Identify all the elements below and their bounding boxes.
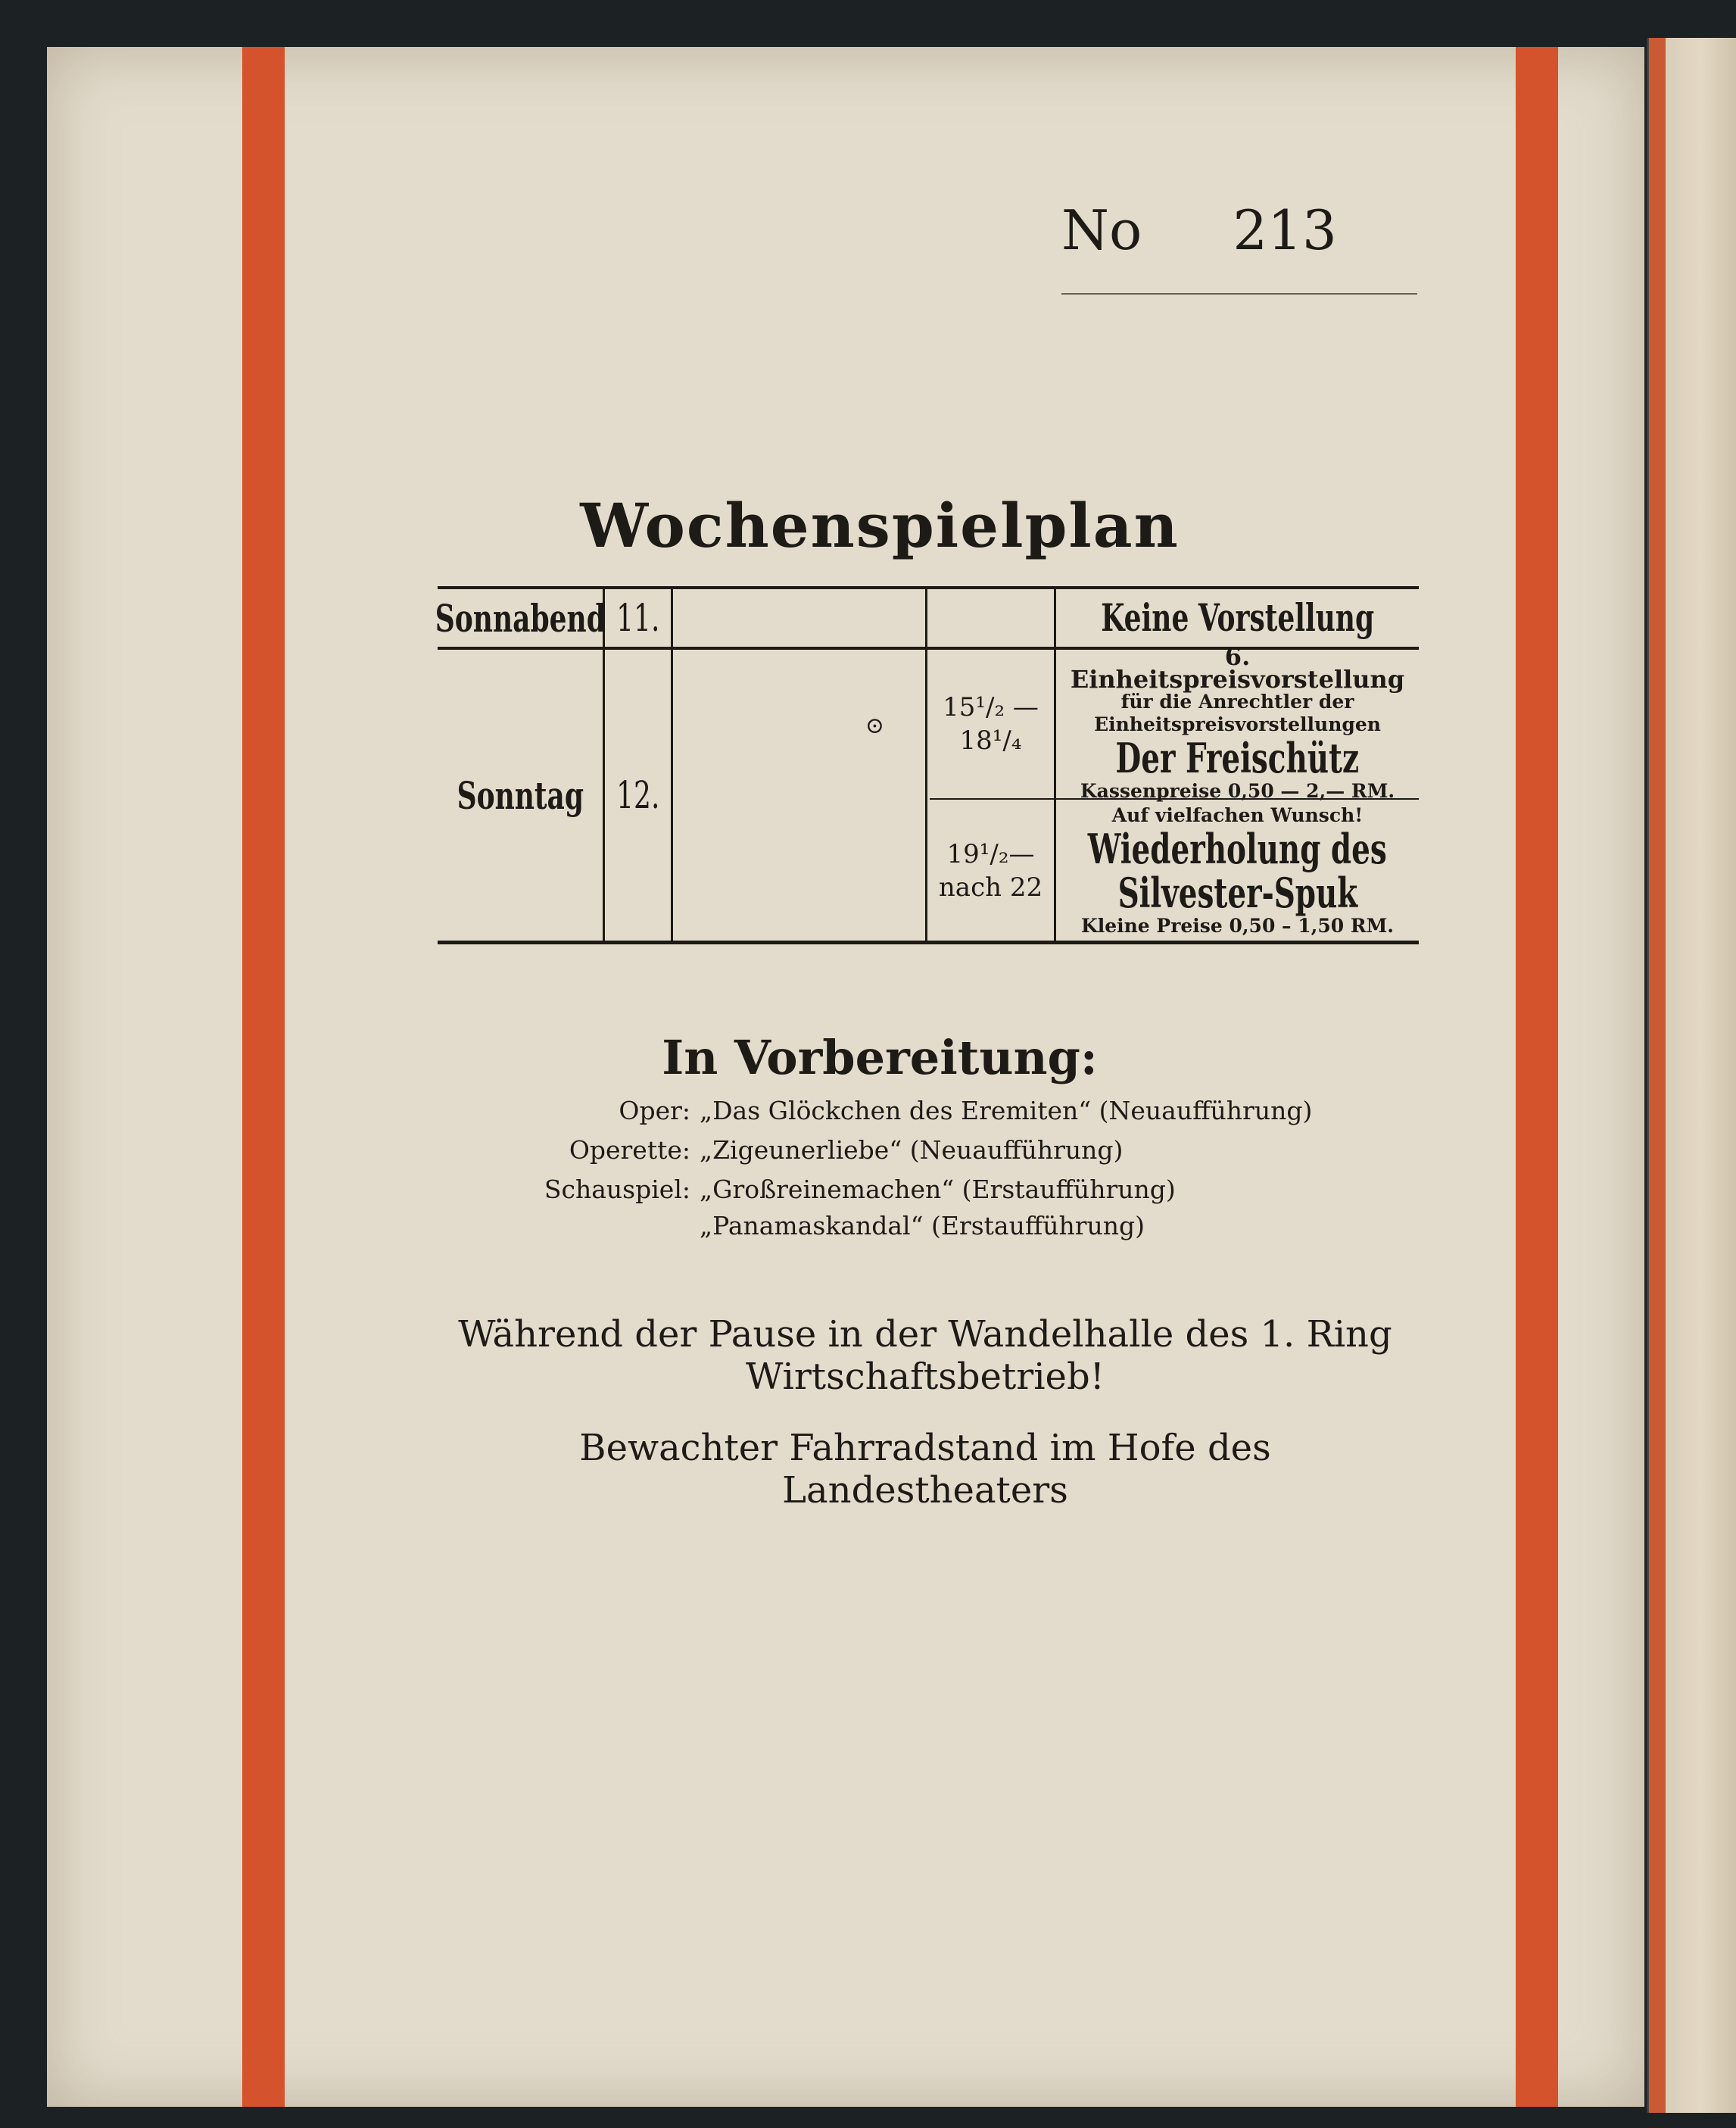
prep-text: „Panamaskandal“ (Erstaufführung) [700, 1211, 1145, 1240]
number-value: 213 [1233, 198, 1337, 262]
time-cell: 15¹/₂ — 18¹/₄ [943, 692, 1039, 756]
performance-title: Silvester-Spuk [1117, 869, 1357, 917]
day-cell [438, 650, 603, 941]
bike-notice: Bewachter Fahrradstand im Hofe des Landestheaters [579, 1427, 1271, 1512]
program-line: Auf vielfachen Wunsch! [1111, 804, 1364, 826]
program-line: 6. Einheitspreisvorstellung [1070, 642, 1405, 694]
program-cell [1056, 642, 1419, 802]
table-bottom-rule [438, 941, 1419, 944]
time-cell: 19¹/₂— nach 22 [938, 839, 1043, 903]
price-line: Kassenpreise 0,50 — 2,— RM. [1080, 780, 1395, 802]
adjacent-page-stripe [1649, 38, 1666, 2113]
program-cell [1056, 801, 1419, 941]
date-cell [605, 650, 671, 941]
program-line: für die Anrechtler der [1120, 691, 1354, 713]
page-title: Wochenspielplan [580, 490, 1180, 561]
performance-title: Wiederholung des [1088, 825, 1387, 873]
right-red-stripe [1516, 47, 1558, 2107]
day-label: Sonntag [457, 772, 584, 818]
pause-notice: Während der Pause in der Wandelhalle des 1. Ring Wirtschaftsbetrieb! [458, 1313, 1392, 1398]
day-label: Sonnabend [435, 595, 606, 641]
number-sign: No [1061, 198, 1142, 262]
prep-text: „Zigeunerliebe“ (Neuaufführung) [700, 1135, 1124, 1165]
number-underline [1061, 293, 1417, 295]
no-performance-note: Keine Vorstellung [1101, 595, 1374, 640]
prep-label: Oper: [619, 1096, 690, 1125]
preparation-title: In Vorbereitung: [662, 1030, 1098, 1085]
date-label: 12. [616, 773, 660, 817]
program-page [47, 47, 1644, 2107]
day-cell [435, 589, 606, 647]
symbol-cell [673, 650, 925, 801]
date-label: 11. [616, 596, 660, 640]
program-cell [1056, 589, 1419, 647]
left-red-stripe [242, 47, 285, 2107]
performance-title: Der Freischütz [1115, 734, 1360, 782]
prep-label: Operette: [569, 1135, 690, 1165]
schedule-table [435, 586, 1419, 944]
price-line: Kleine Preise 0,50 – 1,50 RM. [1080, 915, 1394, 937]
prep-text: „Das Glöckchen des Eremiten“ (Neuaufführung) [700, 1096, 1313, 1125]
program-line: Einheitspreisvorstellungen [1094, 713, 1381, 735]
circle-dot-icon: ⊙ [865, 712, 885, 739]
date-cell [605, 589, 671, 647]
page-number [1061, 198, 1425, 262]
prep-label: Schauspiel: [544, 1175, 690, 1204]
prep-text: „Großreinemachen“ (Erstaufführung) [700, 1175, 1176, 1204]
